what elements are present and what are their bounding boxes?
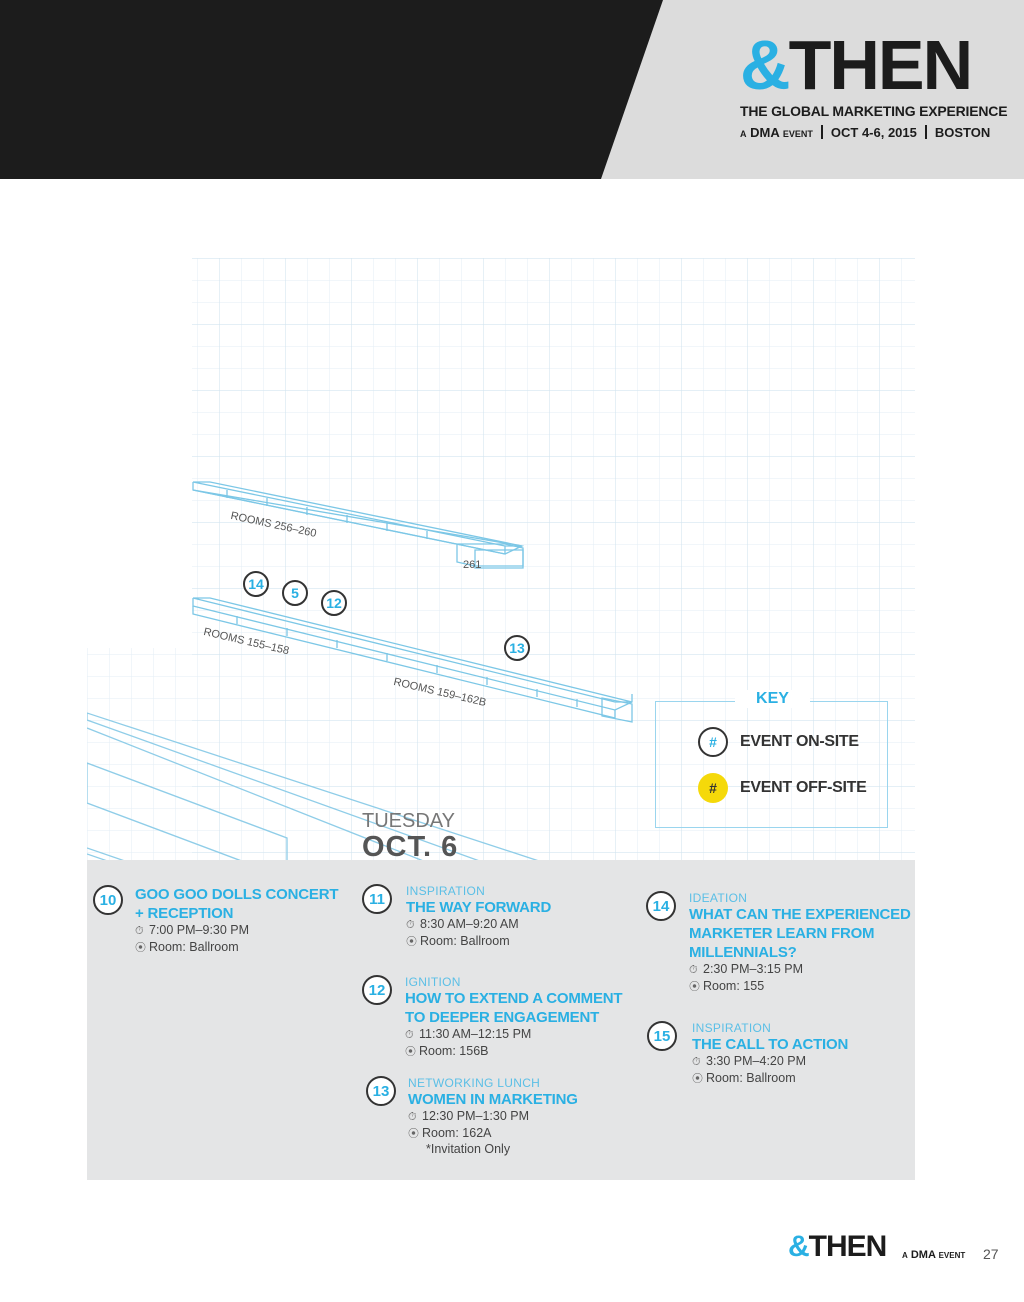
location-pin-icon: ⦿ (406, 935, 417, 948)
event-title: THE CALL TO ACTION (692, 1036, 849, 1053)
key-row-off-site (698, 773, 866, 803)
event-room-text: Room: 155 (703, 978, 765, 993)
andthen-logo (740, 26, 972, 104)
divider (821, 125, 823, 139)
map-marker-13[interactable]: 13 (504, 635, 530, 661)
event-time (692, 1054, 848, 1071)
footer-dma: DMA (910, 1249, 936, 1261)
day-name: TUESDAY (362, 810, 455, 832)
event-room (692, 1071, 848, 1088)
event-room-text: Room: Ballroom (420, 933, 510, 948)
event-category: NETWORKING LUNCH (408, 1076, 541, 1090)
page-number: 27 (983, 1246, 999, 1262)
room-label-155-158: ROOMS 155–158 (202, 626, 291, 658)
event-title: HOW TO EXTEND A COMMENT (405, 990, 623, 1007)
room-label-261: 261 (463, 559, 482, 571)
event-title: WHAT CAN THE EXPERIENCED (689, 906, 911, 923)
event-room-text: Room: Ballroom (149, 939, 239, 954)
event-number-badge: 14 (646, 891, 676, 921)
clock-icon: ⏱ (406, 919, 415, 931)
location-pin-icon: ⦿ (405, 1045, 416, 1058)
event-time (135, 923, 338, 940)
clock-icon: ⏱ (135, 925, 144, 937)
event-number-badge: 12 (362, 975, 392, 1005)
event-room-text: Room: 156B (419, 1043, 489, 1058)
event-city: BOSTON (934, 125, 991, 140)
clock-icon: ⏱ (405, 1029, 414, 1041)
footer-logo (788, 1231, 886, 1263)
event-number-badge: 11 (362, 884, 392, 914)
map-marker-12[interactable]: 12 (321, 590, 347, 616)
key-label-off-site: EVENT OFF-SITE (740, 779, 867, 796)
map-marker-14[interactable]: 14 (243, 571, 269, 597)
sub-event: EVENT (782, 129, 813, 139)
event-room (406, 934, 551, 951)
header-event-info (740, 125, 990, 140)
event-time (405, 1027, 622, 1044)
event-title: + RECEPTION (135, 905, 234, 922)
clock-icon: ⏱ (408, 1111, 417, 1123)
footer-logo-ampersand: & (788, 1230, 809, 1263)
event-note: *Invitation Only (426, 1142, 511, 1156)
clock-icon: ⏱ (692, 1056, 701, 1068)
location-pin-icon: ⦿ (689, 980, 700, 993)
event-category: INSPIRATION (406, 884, 486, 898)
divider (925, 125, 927, 139)
event-time-text: 2:30 PM–3:15 PM (703, 962, 804, 976)
event-room (135, 940, 338, 957)
event-time (689, 962, 911, 979)
event-title: TO DEEPER ENGAGEMENT (405, 1009, 600, 1026)
header-tagline: THE GLOBAL MARKETING EXPERIENCE (740, 103, 1008, 119)
room-label-256-260: ROOMS 256–260 (229, 510, 318, 540)
event-number-badge: 10 (93, 885, 123, 915)
event-dates: OCT 4-6, 2015 (830, 125, 917, 140)
sub-a: A (740, 129, 747, 139)
event-category: INSPIRATION (692, 1021, 772, 1035)
event-number-badge: 15 (647, 1021, 677, 1051)
event-time-text: 11:30 AM–12:15 PM (419, 1027, 532, 1041)
event-time-text: 7:00 PM–9:30 PM (149, 923, 250, 937)
logo-ampersand: & (740, 26, 789, 104)
logo-then: THEN (788, 26, 972, 104)
event-title: THE WAY FORWARD (406, 899, 552, 916)
map-key (655, 701, 888, 828)
event-category: IGNITION (405, 975, 461, 989)
location-pin-icon: ⦿ (692, 1072, 703, 1085)
sub-dma: DMA (750, 125, 780, 140)
event-room (405, 1044, 622, 1061)
footer-logo-then: THEN (808, 1230, 887, 1263)
event-time-text: 12:30 PM–1:30 PM (422, 1109, 530, 1123)
footer-a: A (902, 1251, 908, 1260)
event-room-text: Room: 162A (422, 1125, 492, 1140)
map-marker-5[interactable]: 5 (282, 580, 308, 606)
location-pin-icon: ⦿ (408, 1127, 419, 1140)
event-category: IDEATION (689, 891, 748, 905)
key-title: KEY (735, 690, 810, 708)
event-room-text: Room: Ballroom (706, 1070, 796, 1085)
event-time-text: 8:30 AM–9:20 AM (420, 917, 519, 931)
off-site-marker-icon: # (698, 773, 728, 803)
event-number-badge: 13 (366, 1076, 396, 1106)
event-time (406, 917, 551, 934)
footer-tagline (902, 1249, 965, 1261)
key-label-on-site: EVENT ON-SITE (740, 733, 859, 750)
footer-event: EVENT (938, 1251, 966, 1260)
event-title: GOO GOO DOLLS CONCERT (135, 886, 339, 903)
room-label-159-162b: ROOMS 159–162B (392, 676, 488, 710)
event-title: MILLENNIALS? (689, 944, 797, 961)
event-room (689, 979, 911, 996)
day-date: OCT. 6 (362, 831, 459, 863)
clock-icon: ⏱ (689, 964, 698, 976)
event-time-text: 3:30 PM–4:20 PM (706, 1054, 807, 1068)
event-title: WOMEN IN MARKETING (408, 1091, 578, 1108)
event-time (408, 1109, 578, 1126)
on-site-marker-icon: # (698, 727, 728, 757)
event-title: MARKETER LEARN FROM (689, 925, 875, 942)
key-row-on-site (698, 727, 859, 757)
event-room (408, 1126, 578, 1143)
location-pin-icon: ⦿ (135, 941, 146, 954)
